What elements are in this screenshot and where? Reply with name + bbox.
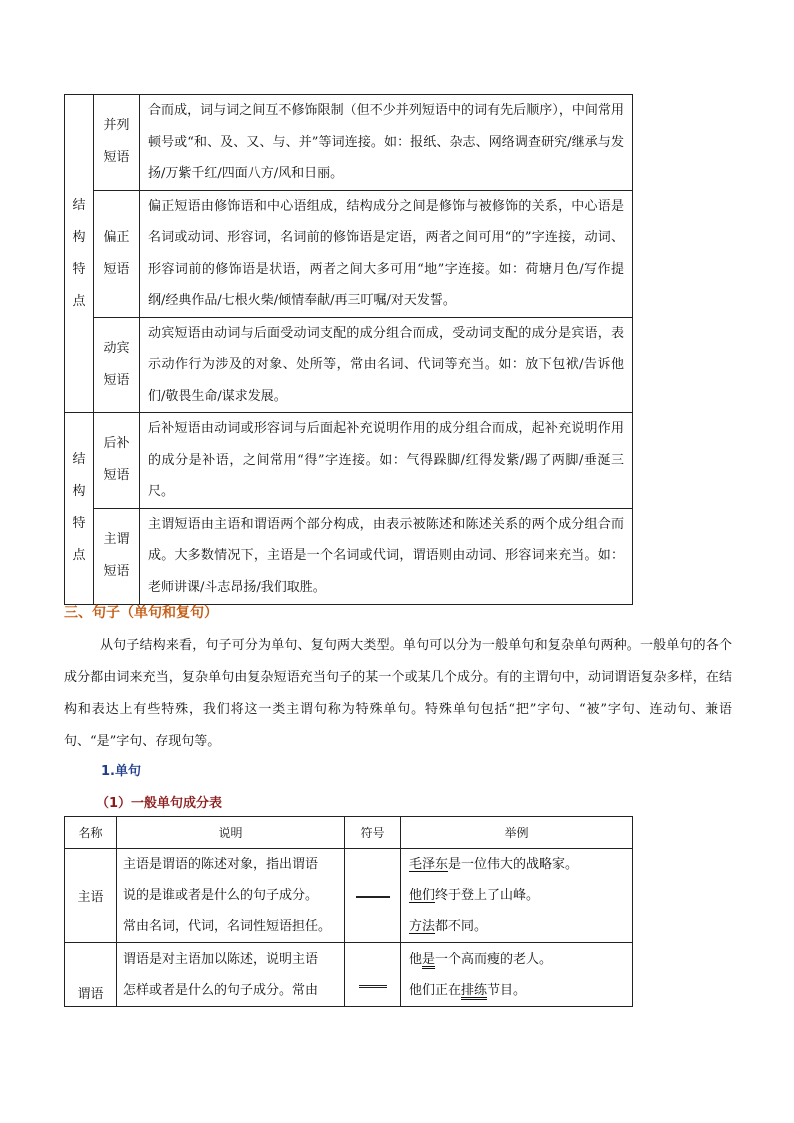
sentence-component-table: [64, 816, 633, 1007]
phrase-description: 主谓短语由主语和谓语两个部分构成，由表示被陈述和陈述关系的两个成分组合而成。大多数情况下，主语是一个名词或代词，谓语则由动词、形容词来充当。如：老师讲课/斗志昂扬/我们取胜。: [140, 508, 633, 604]
predicate-mark: 排练: [461, 983, 488, 998]
phrase-type: 主谓 短语: [94, 508, 140, 604]
subject-mark: 方法: [409, 919, 436, 934]
component-examples: 毛泽东是一位伟大的战略家。 他们终于登上了山峰。 方法都不同。: [401, 849, 633, 943]
component-name: 主语: [65, 849, 117, 943]
component-examples: 他是一个高而瘦的老人。 他们正在排练节目。: [401, 943, 633, 1007]
phrase-description: 偏正短语由修饰语和中心语组成，结构成分之间是修饰与被修饰的关系，中心语是名词或动词、形容词，名词前的修饰语是定语，两者之间可用“的”字连接，动词、形容词前的修饰语是状语，两者之间大多可用“地”字连接。如：荷塘月色/写作提纲/经典作品/七根火柴/倾情奉献/再三叮嘱/对天发誓。: [140, 190, 633, 317]
subject-mark: 他们: [409, 888, 436, 903]
symbol-single-underline: [345, 849, 401, 943]
table-caption: （1）一般单句成分表: [96, 796, 223, 811]
header-description: 说明: [117, 817, 345, 849]
component-description: 主语是谓语的陈述对象，指出谓语 说的是谁或者是什么的句子成分。 常由名词，代词，名词性短语担任。: [117, 849, 345, 943]
predicate-mark: 是: [422, 952, 436, 967]
group-label-top: 结 构 特 点: [65, 95, 94, 413]
phrase-description: 后补短语由动词或形容词与后面起补充说明作用的成分组合而成，起补充说明作用的成分是补语，之间常用“得”字连接。如：气得跺脚/红得发紫/踢了两脚/垂涎三尺。: [140, 413, 633, 509]
phrase-structure-table: [64, 94, 633, 605]
phrase-type: 并列 短语: [94, 95, 140, 191]
group-label-bottom: 结 构 特 点: [65, 413, 94, 605]
subject-mark: 毛泽东: [409, 857, 449, 872]
subsection-heading: 1.单句: [101, 764, 141, 779]
phrase-type: 偏正 短语: [94, 190, 140, 317]
section-title: 三、句子（单句和复句）: [64, 605, 218, 621]
header-symbol: 符号: [345, 817, 401, 849]
phrase-type: 后补 短语: [94, 413, 140, 509]
phrase-description: 动宾短语由动词与后面受动词支配的成分组合而成，受动词支配的成分是宾语，表示动作行为涉及的对象、处所等，常由名词、代词等充当。如：放下包袱/告诉他们/敬畏生命/谋求发展。: [140, 317, 633, 413]
header-example: 举例: [401, 817, 633, 849]
component-name: 谓语: [65, 943, 117, 1007]
component-description: 谓语是对主语加以陈述，说明主语 怎样或者是什么的句子成分。常由: [117, 943, 345, 1007]
section-paragraph: 从句子结构来看，句子可分为单句、复句两大类型。单句可以分为一般单句和复杂单句两种。一般单句的各个成分都由词来充当，复杂单句由复杂短语充当句子的某一个或某几个成分。有的主谓句中，动词谓语复杂多样，在结构和表达上有些特殊，我们将这一类主谓句称为特殊单句。特殊单句包括“把”字句、“被”字句、连动句、兼语句、“是”字句、存现句等。: [64, 638, 732, 749]
symbol-double-underline: [345, 943, 401, 1007]
phrase-description: 合而成，词与词之间互不修饰限制（但不少并列短语中的词有先后顺序），中间常用顿号或“和、及、又、与、并”等词连接。如：报纸、杂志、网络调查研究/继承与发扬/万紫千红/四面八方/风和日丽。: [140, 95, 633, 191]
phrase-type: 动宾 短语: [94, 317, 140, 413]
header-name: 名称: [65, 817, 117, 849]
